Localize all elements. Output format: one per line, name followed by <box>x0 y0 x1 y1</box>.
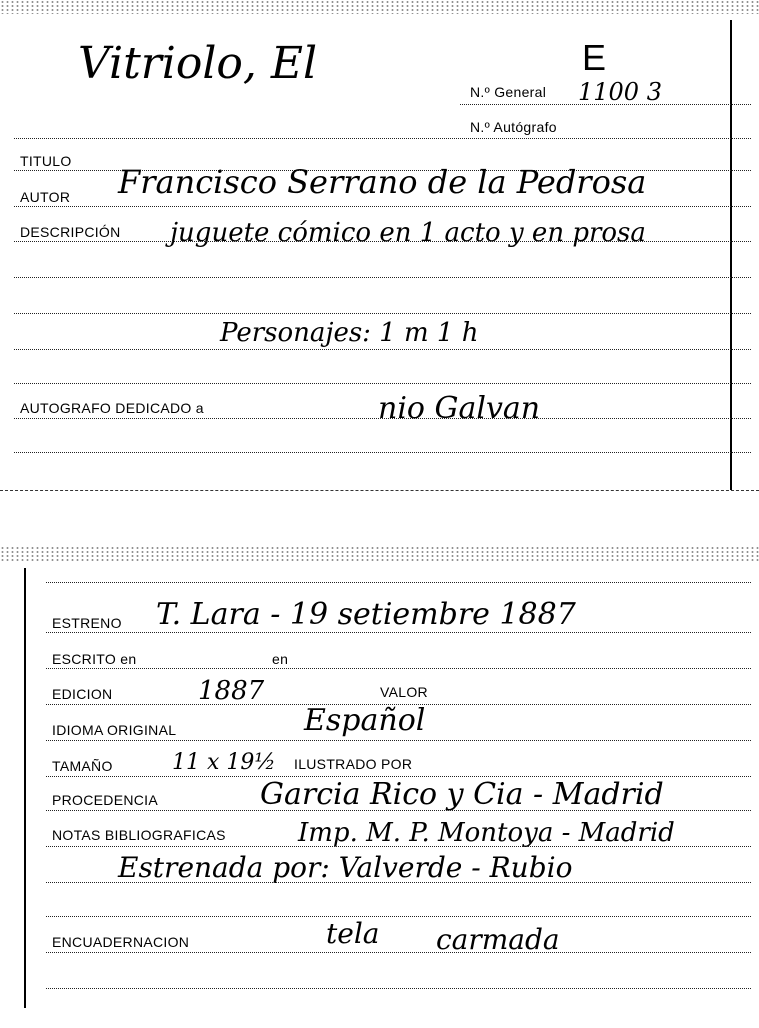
edicion-handwritten: 1887 <box>198 676 265 706</box>
rule-line <box>46 668 751 669</box>
redaction-blot <box>320 388 372 440</box>
autor-handwritten: Francisco Serrano de la Pedrosa <box>118 163 647 201</box>
tamano-label: TAMAÑO <box>52 758 113 774</box>
notas-handwritten-line2: Estrenada por: Valverde - Rubio <box>118 851 573 884</box>
card-left-edge <box>24 568 26 1008</box>
dedicado-handwritten: nio Galvan <box>378 391 541 426</box>
rule-line <box>14 277 751 278</box>
general-number-label: N.º General <box>470 84 547 100</box>
procedencia-label: PROCEDENCIA <box>52 792 158 808</box>
rule-line <box>46 952 751 953</box>
rule-line <box>14 241 751 242</box>
rule-line <box>14 349 751 350</box>
rule-line <box>14 206 751 207</box>
rule-line <box>46 740 751 741</box>
personajes-handwritten: Personajes: 1 m 1 h <box>220 318 479 348</box>
idioma-label: IDIOMA ORIGINAL <box>52 722 177 738</box>
encuadernacion-handwritten-1: tela <box>326 917 380 950</box>
escrito-en-label: en <box>272 651 289 667</box>
dedicado-label: AUTOGRAFO DEDICADO a <box>20 400 204 416</box>
catalog-card-back <box>0 540 759 1028</box>
rule-line <box>14 313 751 314</box>
procedencia-handwritten: Garcia Rico y Cia - Madrid <box>260 777 664 812</box>
rule-line <box>46 810 751 811</box>
rule-line <box>46 916 751 917</box>
idioma-handwritten: Español <box>304 703 426 738</box>
descripcion-handwritten: juguete cómico en 1 acto y en prosa <box>170 218 646 248</box>
scan-noise-top <box>0 546 759 562</box>
rule-line <box>46 582 751 583</box>
titulo-label: TITULO <box>20 153 72 169</box>
rule-line <box>46 882 751 883</box>
rule-line <box>14 383 751 384</box>
estreno-label: ESTRENO <box>52 615 122 631</box>
edicion-label: EDICION <box>52 686 113 702</box>
rule-line <box>14 418 751 419</box>
ilustrado-label: ILUSTRADO POR <box>294 756 413 772</box>
estreno-handwritten: T. Lara - 19 setiembre 1887 <box>156 597 576 632</box>
encuadernacion-handwritten-2: carmada <box>436 923 560 956</box>
rule-line <box>14 138 751 139</box>
title-handwritten: Vitriolo, El <box>78 38 318 89</box>
stamp-letter: E <box>582 37 607 78</box>
autor-label: AUTOR <box>20 189 71 205</box>
rule-line <box>460 104 751 105</box>
card-right-edge <box>730 20 732 490</box>
general-number-value: 1100 3 <box>578 78 662 106</box>
autograph-number-label: N.º Autógrafo <box>470 119 557 135</box>
rule-line <box>14 452 751 453</box>
rule-line <box>46 632 751 633</box>
catalog-card-front <box>0 0 759 495</box>
scan-noise-top <box>0 0 759 14</box>
descripcion-label: DESCRIPCIÓN <box>20 224 121 240</box>
escrito-label: ESCRITO en <box>52 651 137 667</box>
tamano-handwritten: 11 x 19½ <box>172 750 276 775</box>
rule-line <box>46 988 751 989</box>
encuadernacion-label: ENCUADERNACION <box>52 934 190 950</box>
rule-line <box>46 846 751 847</box>
card-bottom-edge <box>0 490 759 491</box>
notas-handwritten: Imp. M. P. Montoya - Madrid <box>298 818 675 848</box>
valor-label: VALOR <box>380 684 428 700</box>
notas-label: NOTAS BIBLIOGRAFICAS <box>52 827 226 843</box>
